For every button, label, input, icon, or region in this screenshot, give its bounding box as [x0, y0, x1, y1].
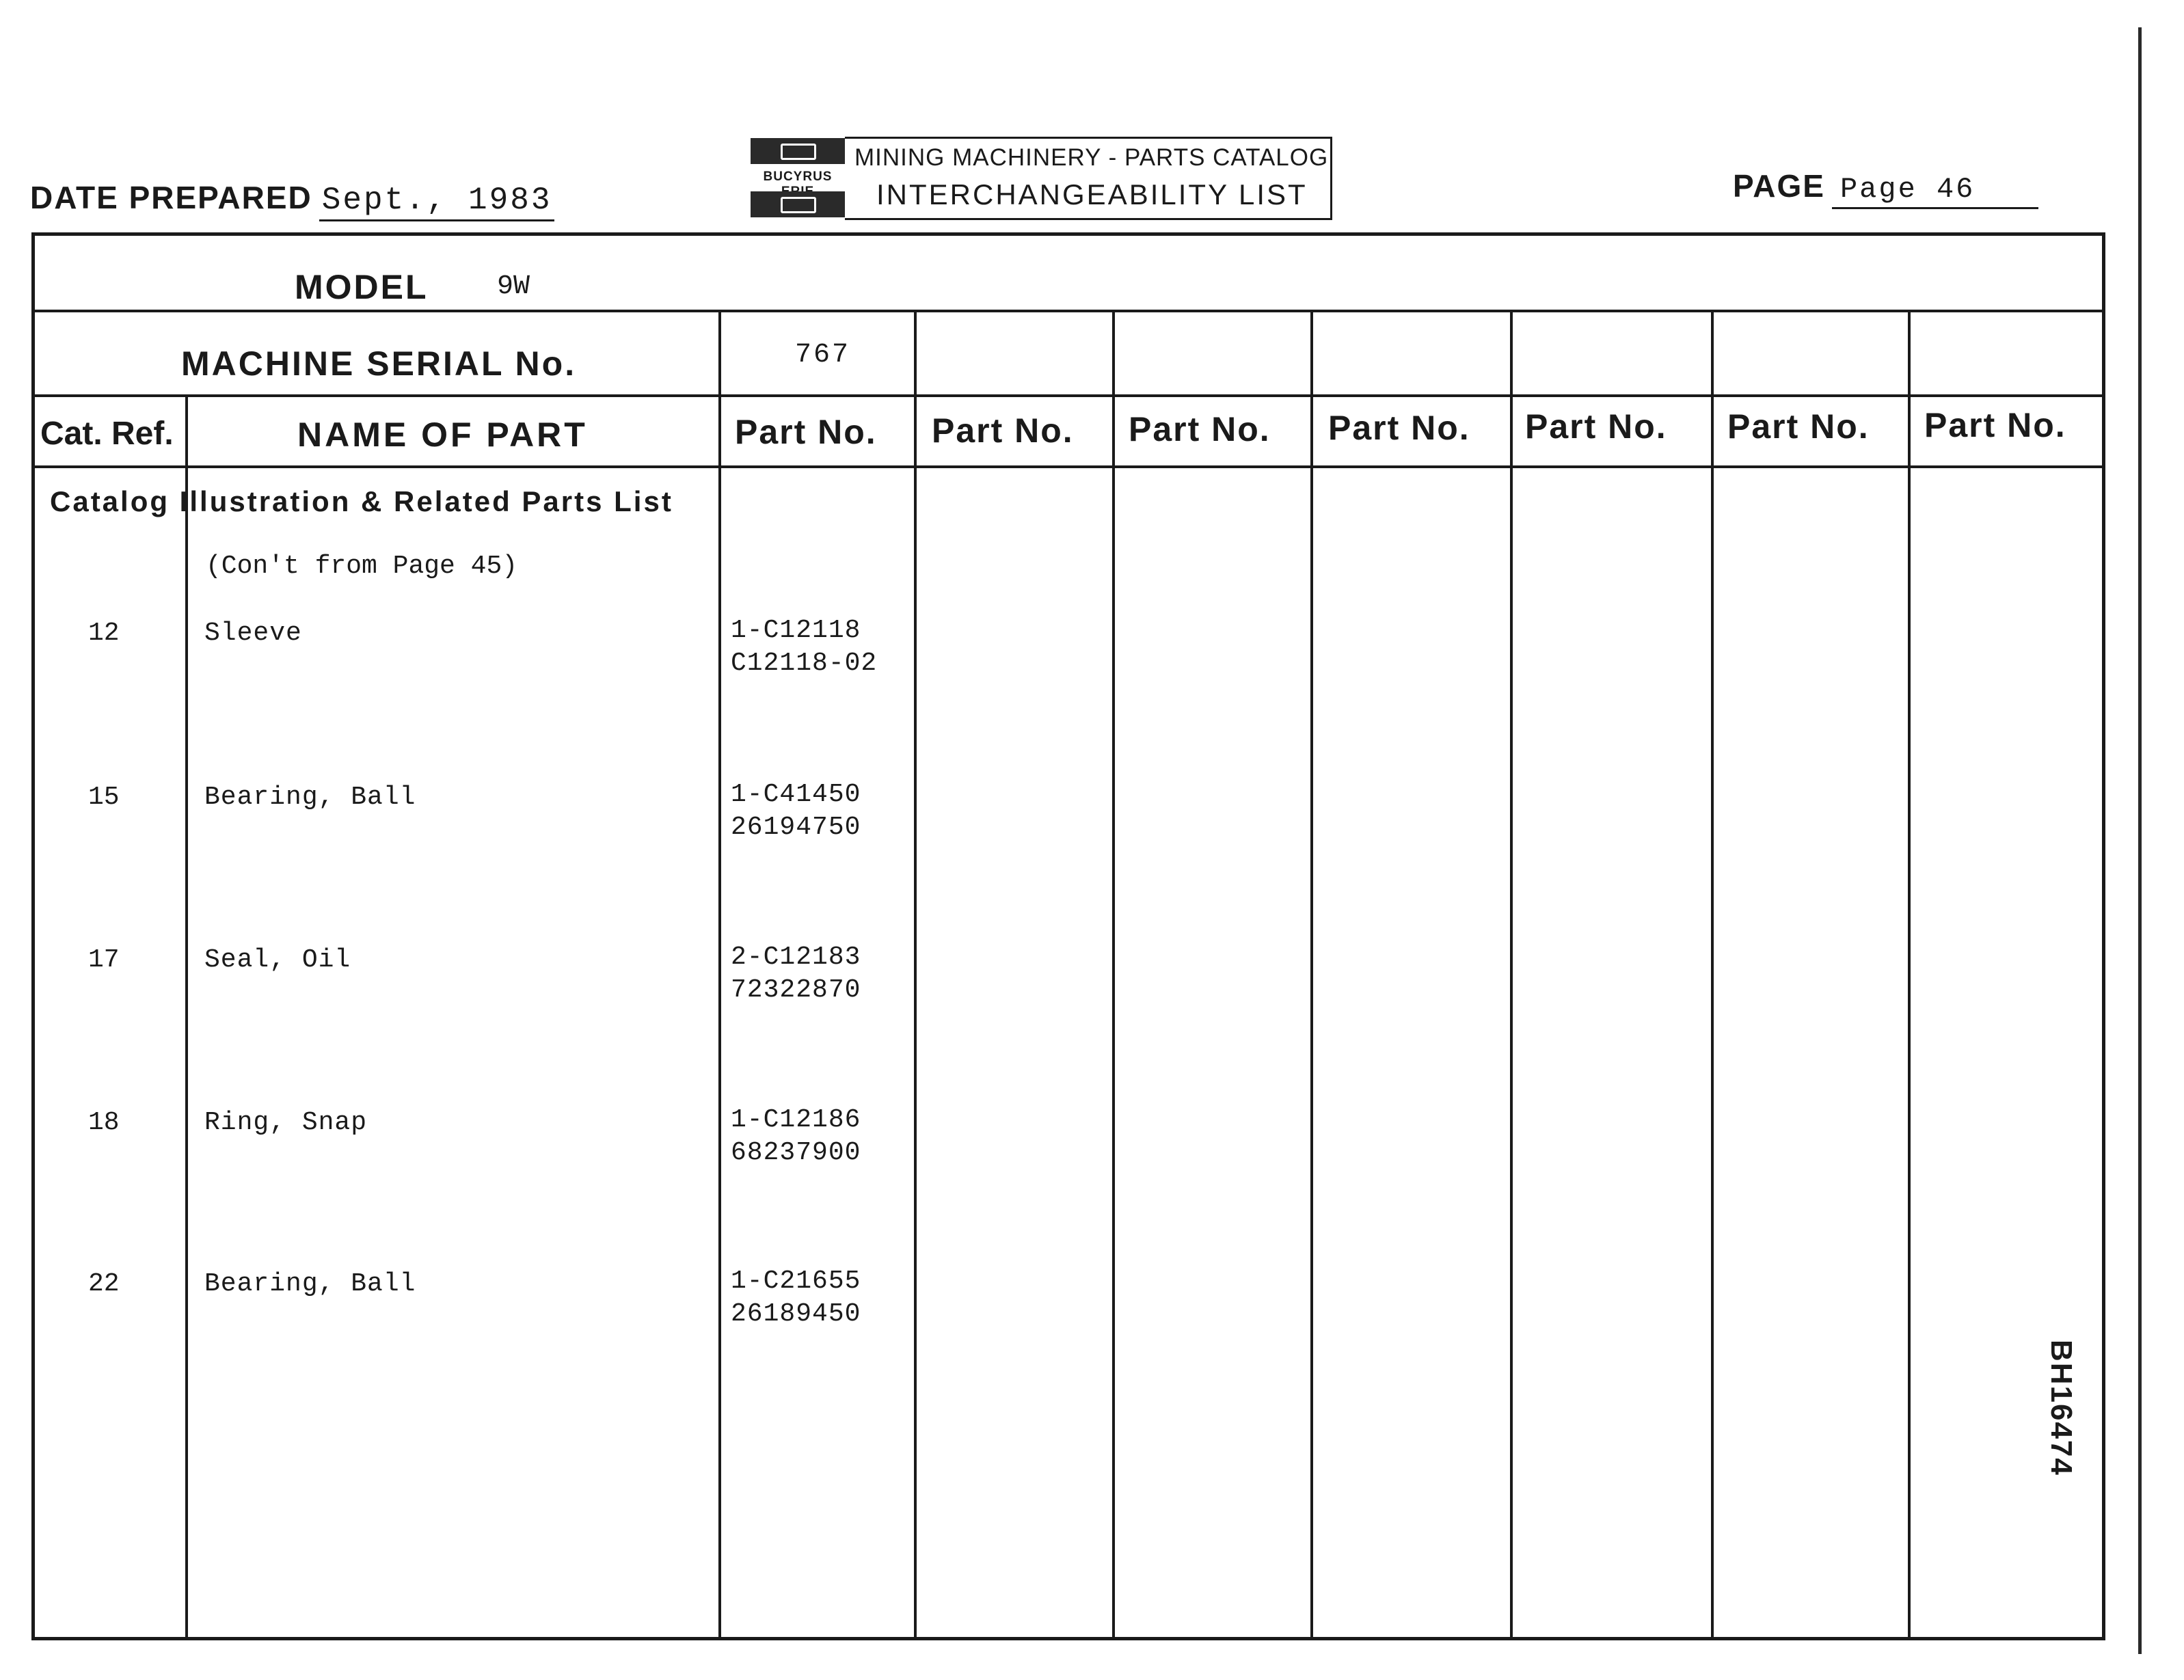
rule-col-3 [1112, 310, 1115, 1637]
table-row-name: Ring, Snap [204, 1108, 368, 1137]
part-no-header: Part No. [932, 411, 1074, 450]
name-of-part-header: NAME OF PART [297, 416, 588, 454]
table-row-ref: 18 [88, 1108, 120, 1137]
rule-col-6 [1711, 310, 1714, 1637]
table-row-part-no: 68237900 [731, 1138, 861, 1167]
part-no-header: Part No. [1129, 410, 1271, 448]
table-row-ref: 22 [88, 1269, 120, 1299]
date-prepared-label: DATE PREPARED [30, 180, 312, 215]
table-row-ref: 12 [88, 619, 120, 648]
rule-model-bottom [35, 310, 2102, 312]
part-no-header: Part No. [1727, 407, 1870, 446]
document-id-stamp: BH16474 [2045, 1340, 2078, 1476]
rule-header-bottom [35, 465, 2102, 468]
date-prepared-field [30, 179, 554, 221]
rule-col-2 [914, 310, 917, 1637]
section-title: Catalog Illustration & Related Parts List [50, 485, 673, 517]
rule-serial-bottom [35, 394, 2102, 397]
table-row-name: Bearing, Ball [204, 1269, 416, 1299]
part-no-header: Part No. [735, 413, 877, 451]
serial-label: MACHINE SERIAL No. [181, 344, 577, 383]
part-no-header: Part No. [1328, 409, 1470, 447]
table-row-part-no: 26194750 [731, 813, 861, 842]
catref-header: Cat. Ref. [40, 416, 174, 452]
table-row-part-no: 1-C12186 [731, 1105, 861, 1135]
catalog-title: MINING MACHINERY - PARTS CATALOG [854, 144, 1329, 171]
table-row-part-no: 2-C12183 [731, 943, 861, 972]
rule-col-7 [1908, 310, 1911, 1637]
part-no-header: Part No. [1525, 407, 1667, 446]
serial-value: 767 [795, 340, 851, 370]
catalog-title-box [845, 137, 1332, 220]
logo-text: BUCYRUS [763, 170, 833, 184]
table-row-name: Seal, Oil [204, 945, 351, 975]
catalog-header [751, 137, 1338, 219]
rule-name-divider [718, 310, 721, 1637]
page-value: Page 46 [1832, 173, 2038, 209]
rule-col-4 [1310, 310, 1313, 1637]
interchangeability-form [31, 232, 2105, 1640]
date-prepared-value: Sept., 1983 [319, 182, 555, 221]
rule-col-5 [1510, 310, 1513, 1637]
catalog-subtitle: INTERCHANGEABILITY LIST [876, 178, 1308, 211]
table-row-part-no: C12118-02 [731, 649, 878, 678]
continuation-note: (Con't from Page 45) [206, 552, 518, 581]
table-row-part-no: 1-C12118 [731, 616, 861, 645]
page-field [1733, 167, 2038, 209]
table-row-ref: 15 [88, 783, 120, 812]
page-label: PAGE [1733, 168, 1825, 204]
table-row-name: Sleeve [204, 619, 302, 648]
model-value: 9W [497, 271, 530, 302]
part-no-header: Part No. [1924, 406, 2066, 444]
table-row-part-no: 1-C21655 [731, 1266, 861, 1296]
table-row-ref: 17 [88, 945, 120, 975]
table-row-part-no: 72322870 [731, 975, 861, 1005]
table-row-name: Bearing, Ball [204, 783, 416, 812]
table-row-part-no: 26189450 [731, 1299, 861, 1329]
bucyrus-erie-logo [751, 137, 845, 219]
rule-catref-divider [185, 397, 188, 1637]
model-label: MODEL [295, 268, 429, 306]
logo-band-top [751, 138, 845, 164]
table-row-part-no: 1-C41450 [731, 780, 861, 809]
page-edge [2138, 27, 2142, 1654]
logo-band-bottom [751, 191, 845, 217]
